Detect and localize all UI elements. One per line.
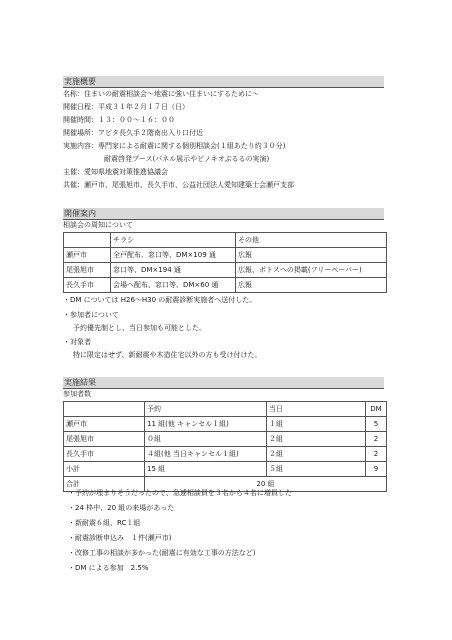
results-note-1: ・24 枠中、20 組の来場があった bbox=[68, 504, 175, 512]
table-cell: 小計 bbox=[64, 462, 145, 477]
notice-note-target: ・対象者 bbox=[63, 338, 91, 346]
table-cell: その他 bbox=[236, 233, 387, 248]
overview-line-name: 名称：住まいの耐震相談会～地震に強い住まいにするために～ bbox=[63, 90, 259, 98]
section-heading-overview: 実施概要 bbox=[63, 76, 384, 88]
notice-note-participants-detail: 予約優先制とし、当日参加も可能とした。 bbox=[73, 324, 206, 332]
overview-line-date: 開催日程：平成３１年２月１７日（日） bbox=[63, 103, 189, 111]
table-cell: ４組(他 当日キャンセル１組) bbox=[145, 447, 267, 462]
table-cell: 広報 bbox=[236, 278, 387, 293]
overview-line-content-2: 耐震啓発ブース(パネル展示やピノキオぶるるの実演) bbox=[104, 155, 270, 163]
table-cell: ０組 bbox=[145, 432, 267, 447]
table-cell: ５組 bbox=[267, 462, 366, 477]
overview-line-organizer: 主催：愛知県地震対策推進協議会 bbox=[63, 168, 168, 176]
table-cell: チラシ bbox=[111, 233, 236, 248]
table-cell: 瀬戸市 bbox=[64, 248, 111, 263]
table-cell: 瀬戸市 bbox=[64, 417, 145, 432]
overview-line-place: 開催場所：アピタ長久手２階南出入り口付近 bbox=[63, 129, 203, 137]
section-heading-results: 実施結果 bbox=[63, 377, 384, 389]
table-cell: 長久手市 bbox=[64, 447, 145, 462]
overview-line-content: 実施内容：専門家による耐震に関する個別相談会(１組あたり約３０分) bbox=[63, 142, 286, 150]
results-subheading: 参加者数 bbox=[63, 390, 91, 398]
table-cell: 会場へ配布、窓口等、DM×60 通 bbox=[111, 278, 236, 293]
table-cell: 窓口等、DM×194 通 bbox=[111, 263, 236, 278]
table-cell: 2 bbox=[366, 447, 387, 462]
table-header-row bbox=[64, 402, 387, 417]
notice-note-participants: ・参加者について bbox=[63, 311, 119, 319]
table-cell: 尾張旭市 bbox=[64, 263, 111, 278]
table-cell: 尾張旭市 bbox=[64, 432, 145, 447]
table-cell: 広報、ポトスへの掲載(フリーペーパー) bbox=[236, 263, 387, 278]
table-cell: 11 組(他 キャンセル１組) bbox=[145, 417, 267, 432]
table-cell: 9 bbox=[366, 462, 387, 477]
table-cell bbox=[64, 402, 145, 417]
table-cell: 全戸配布、窓口等、DM×109 通 bbox=[111, 248, 236, 263]
results-note-0: ・予約が埋まりそうだったので、急遽相談員を３名から４名に増員した bbox=[68, 489, 292, 497]
notice-subheading: 相談会の周知について bbox=[63, 221, 133, 229]
results-note-2: ・新耐震６組、RC１組 bbox=[68, 519, 141, 527]
notice-note-dm: ・DM については H26～H30 の耐震診断実施者へ送付した。 bbox=[63, 296, 257, 304]
table-row bbox=[64, 432, 387, 447]
table-cell: ２組 bbox=[267, 432, 366, 447]
results-note-5: ・DM による参加 2.5% bbox=[68, 564, 149, 572]
table-cell: 5 bbox=[366, 417, 387, 432]
table-cell: 2 bbox=[366, 432, 387, 447]
table-cell: ２組 bbox=[267, 447, 366, 462]
table-row bbox=[64, 278, 387, 293]
overview-line-time: 開催時間：１３：００～１６：００ bbox=[63, 116, 175, 124]
results-note-4: ・改修工事の相談が多かった(耐震に有効な工事の方法など) bbox=[68, 549, 256, 557]
table-row bbox=[64, 248, 387, 263]
overview-line-cosponsors: 共催：瀬戸市、尾張旭市、長久手市、公益社団法人愛知建築士会瀬戸支部 bbox=[63, 181, 294, 189]
results-table bbox=[63, 401, 387, 492]
table-cell: 合計 bbox=[64, 477, 145, 492]
table-header-row bbox=[64, 233, 387, 248]
table-row bbox=[64, 462, 387, 477]
results-note-3: ・耐震診断申込み １件(瀬戸市) bbox=[68, 534, 172, 542]
table-row bbox=[64, 447, 387, 462]
table-cell: 長久手市 bbox=[64, 278, 111, 293]
table-cell: １組 bbox=[267, 417, 366, 432]
table-cell: 広報 bbox=[236, 248, 387, 263]
notice-note-target-detail: 特に限定はせず、新耐震や木造住宅以外の方も受け付けた。 bbox=[73, 351, 262, 359]
table-row bbox=[64, 263, 387, 278]
table-cell: 当日 bbox=[267, 402, 366, 417]
table-row bbox=[64, 417, 387, 432]
table-cell: 15 組 bbox=[145, 462, 267, 477]
table-cell bbox=[64, 233, 111, 248]
notice-table bbox=[63, 232, 387, 293]
table-cell: DM bbox=[366, 402, 387, 417]
section-heading-notice: 開催案内 bbox=[63, 208, 384, 220]
table-cell-total: 20 組 bbox=[145, 477, 387, 492]
table-cell: 予約 bbox=[145, 402, 267, 417]
